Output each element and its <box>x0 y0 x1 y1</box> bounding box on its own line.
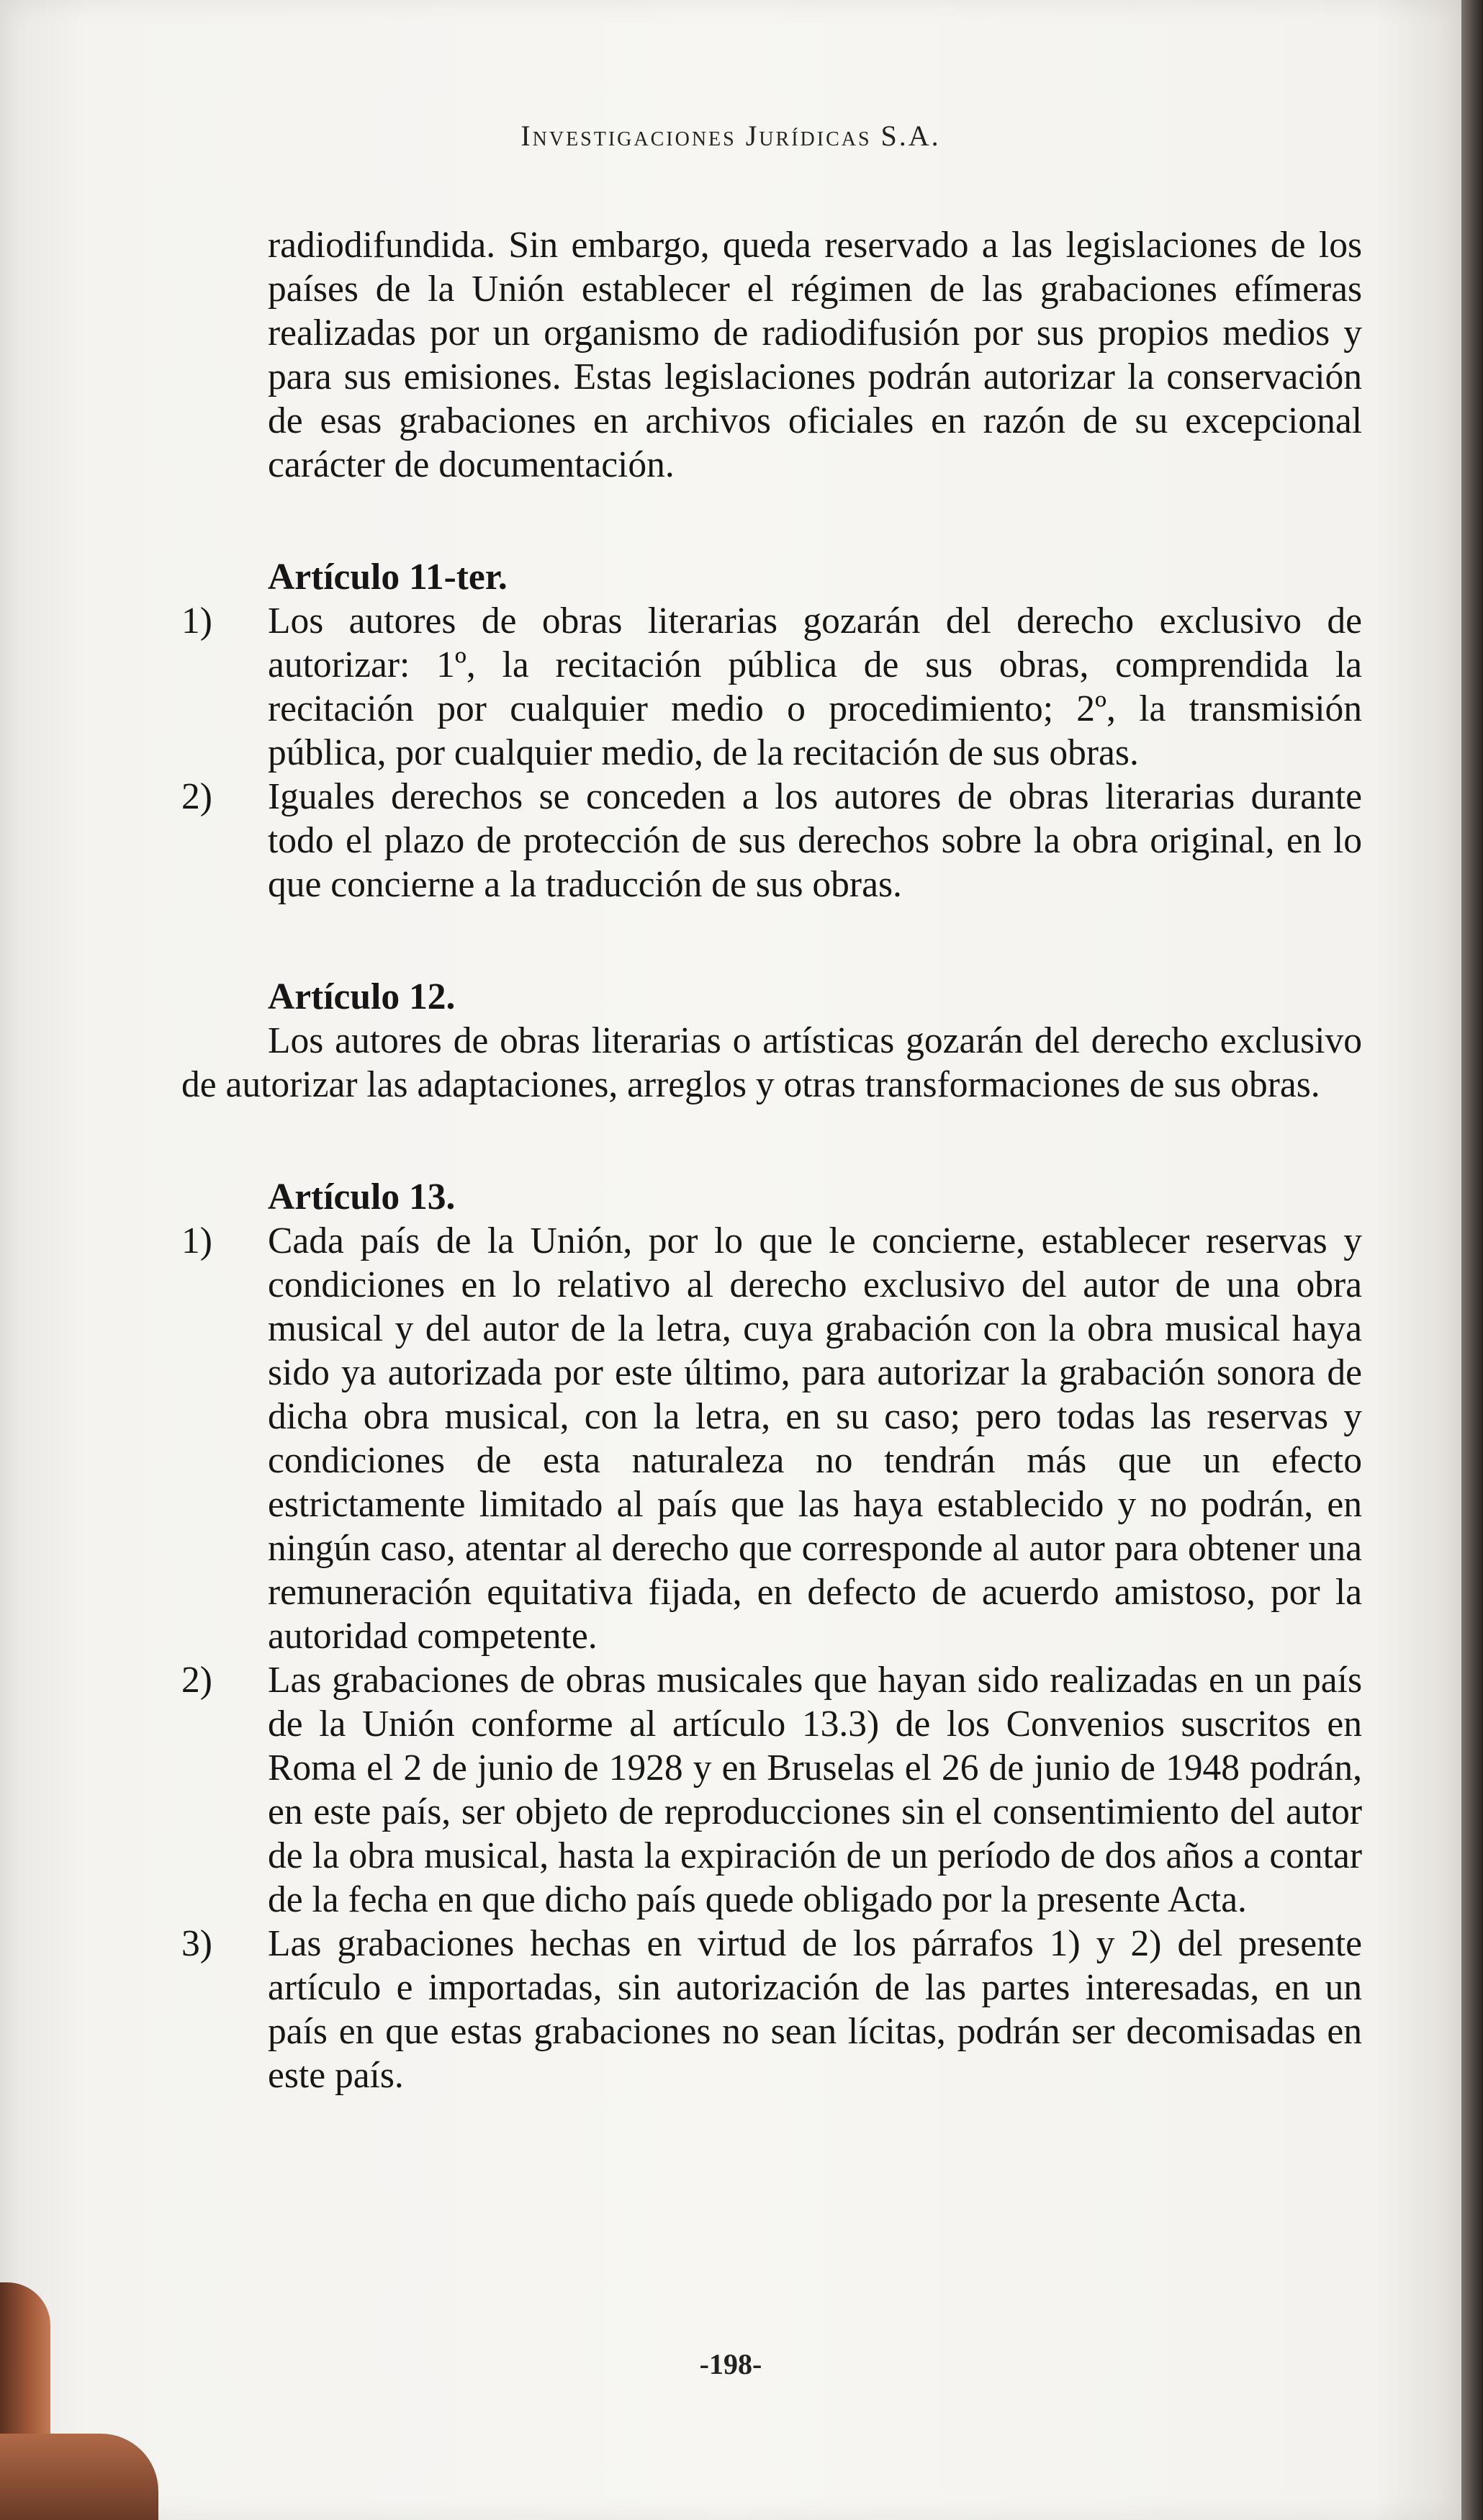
finger-image <box>0 2434 158 2520</box>
item-text: Cada país de la Unión, por lo que le concierne, establecer reservas y condiciones en lo relativo al derecho exclusivo del autor de una obra musical y del autor de la letra, cuya grabación con la obra musical haya sido ya autorizada por este último, para autorizar la grabación sonora de dicha obra musical, con la letra, en su caso; pero todas las reservas y condiciones de esta naturaleza no tendrán más que un efecto estrictamente limitado al país que las haya establecido y no podrán, en ningún caso, atentar al derecho que corresponde al autor para obtener una remuneración equitativa fijada, en defecto de acuerdo amistoso, por la autoridad competente. <box>268 1220 1362 1657</box>
item-text: Las grabaciones hechas en virtud de los párrafos 1) y 2) del presente artículo e importadas, sin autorización de las partes interesadas, en un país en que estas grabaciones no sean lícitas, podrán ser decomisadas en este país. <box>268 1923 1362 2096</box>
page-edge-shadow <box>1461 0 1483 2520</box>
item-number: 1) <box>181 600 212 642</box>
item-number: 1) <box>181 1220 212 1261</box>
article-12-text: Los autores de obras literarias o artísticas gozarán del derecho exclusivo de autorizar las adaptaciones, arreglos y otras transformaciones de sus obras. <box>181 1020 1362 1105</box>
page-body <box>181 223 1362 2097</box>
article-13-item-2 <box>181 1658 1362 1922</box>
item-text: Iguales derechos se conceden a los autores de obras literarias durante todo el plazo de protección de sus derechos sobre la obra original, en lo que concierne a la traducción de sus obras. <box>268 776 1362 905</box>
article-13-title: Artículo 13. <box>268 1176 456 1218</box>
article-11ter-title: Artículo 11-ter. <box>268 557 508 598</box>
article-13-item-3 <box>181 1922 1362 2097</box>
article-12-title: Artículo 12. <box>268 976 456 1017</box>
running-header: Investigaciones Jurídicas S.A. <box>520 120 941 152</box>
item-number: 3) <box>181 1923 212 1964</box>
continued-paragraph: radiodifundida. Sin embargo, queda reservado a las legislaciones de los países de la Unión establecer el régimen de las grabaciones efímeras realizadas por un organismo de radiodifusión por sus propios medios y para sus emisiones. Estas legislaciones podrán autorizar la conservación de esas grabaciones en archivos oficiales en razón de su excepcional carácter de documentación. <box>268 225 1362 485</box>
item-text: Los autores de obras literarias gozarán del derecho exclusivo de autorizar: 1º, la recitación pública de sus obras, comprendida la recitación por cualquier medio o procedimiento; 2º, la transmisión pública, por cualquier medio, de la recitación de sus obras. <box>268 600 1362 773</box>
page-number: -198- <box>699 2348 762 2380</box>
article-13-item-1 <box>181 1219 1362 1658</box>
article-11ter-item-1 <box>181 599 1362 775</box>
item-text: Las grabaciones de obras musicales que hayan sido realizadas en un país de la Unión conforme al artículo 13.3) de los Convenios suscritos en Roma el 2 de junio de 1928 y en Bruselas el 26 de junio de 1948 podrán, en este país, ser objeto de reproducciones sin el consentimiento del autor de la obra musical, hasta la expiración de un período de dos años a contar de la fecha en que dicho país quede obligado por la presente Acta. <box>268 1660 1362 1920</box>
item-number: 2) <box>181 1660 212 1701</box>
item-number: 2) <box>181 776 212 817</box>
article-11ter-item-2 <box>181 775 1362 906</box>
